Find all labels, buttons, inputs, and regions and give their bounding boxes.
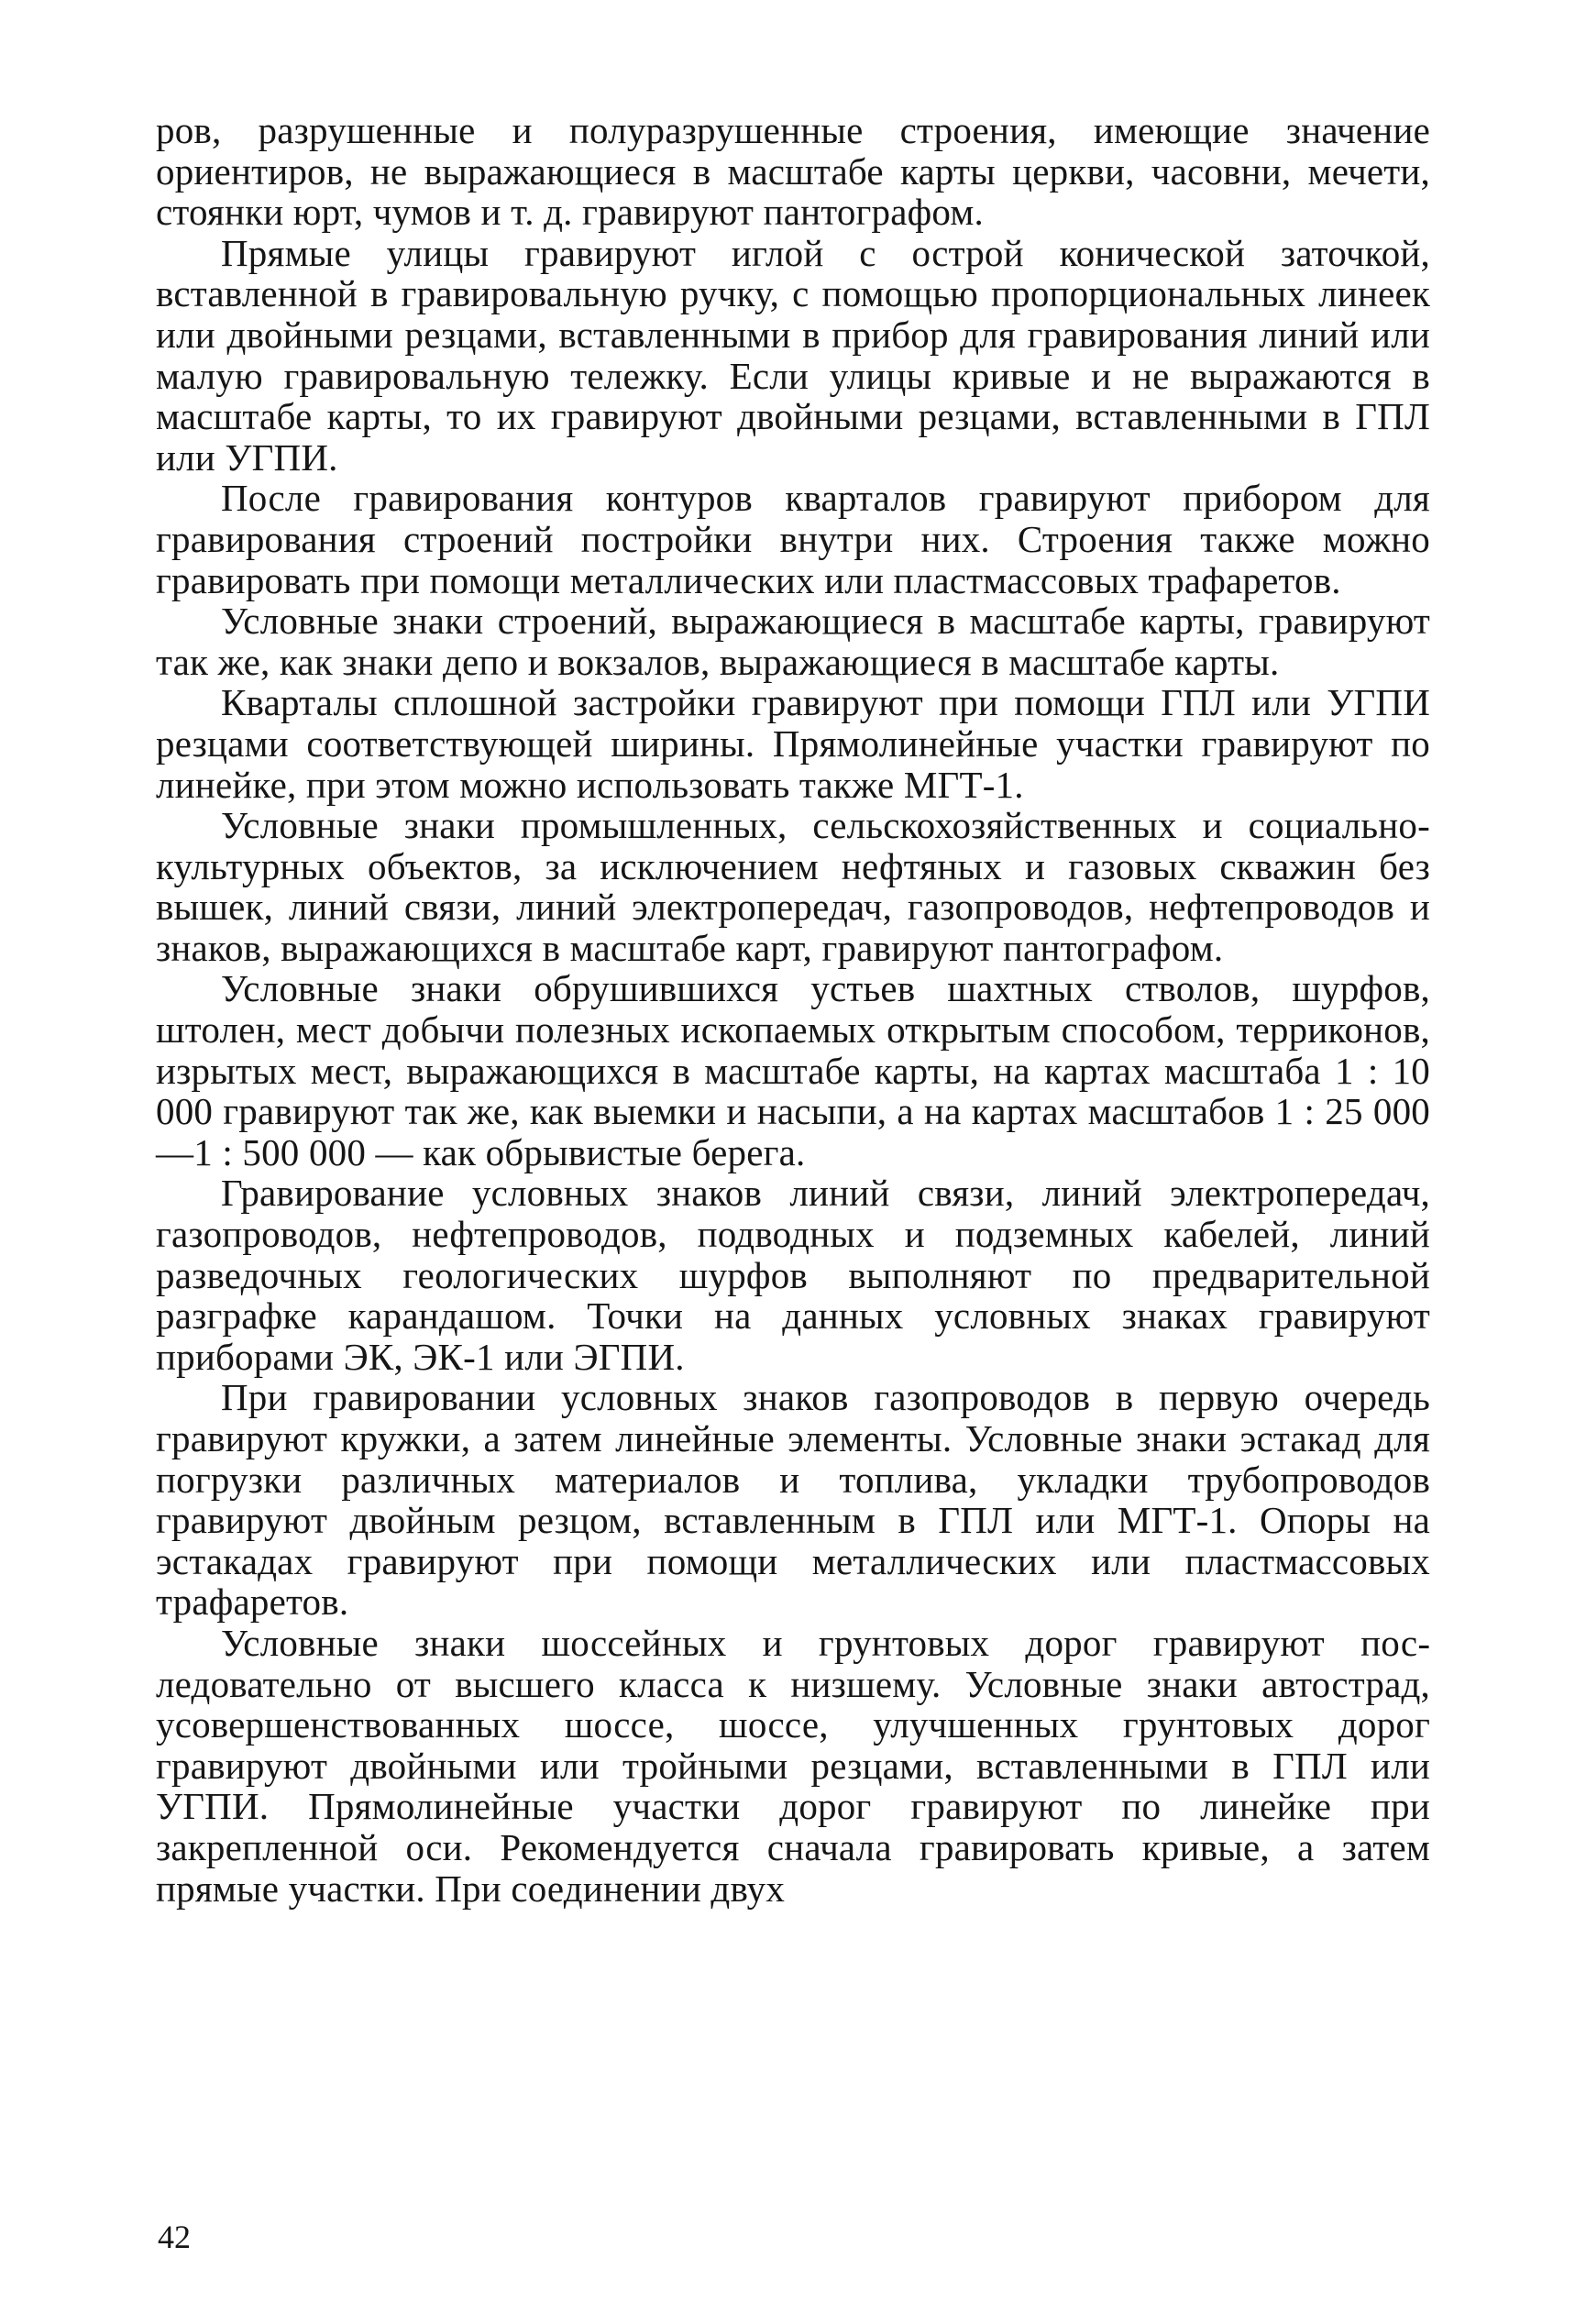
paragraph-5: Кварталы сплошной застройки гравируют при помощи ГПЛ или УГПИ резцами соответствующей ширины. Прямолинейные участки гравируют по линейке, при этом можно использовать также МГТ-1.: [156, 681, 1430, 806]
paragraph-10: Условные знаки шоссейных и грунтовых дорог гравируют последовательно от высшего класса к низшему. Условные знаки автострад, усовершенствованных шоссе, шоссе, улучшенных грунтовых дорог гравируют двойными или тройными резцами, вставленными в ГПЛ или УГПИ. Прямолинейные участки дорог гравируют по линейке при закрепленной оси. Рекомендуется сначала гравировать кривые, а затем прямые участки. При соединении двух: [156, 1621, 1430, 1910]
paragraph-4: Условные знаки строений, выражающиеся в масштабе карты, гравируют так же, как знаки депо и вокзалов, выражающиеся в масштабе карты.: [156, 600, 1430, 683]
page-number: 42: [158, 2219, 191, 2255]
paragraph-1: ров, разрушенные и полуразрушенные строения, имеющие значение ориентиров, не выражающиеся в масштабе карты церкви, часовни, мечети, стоянки юрт, чумов и т. д. гравируют пантографом.: [156, 109, 1430, 234]
paragraph-2: Прямые улицы гравируют иглой с острой конической заточкой, вставленной в гравировальную ручку, с помощью пропорциональных линеек или двойными резцами, вставленными в прибор для гравирования линий или малую гравировальную тележку. Если улицы кривые и не выражаются в масштабе карты, то их гравируют двойными резцами, вставленными в ГПЛ или УГПИ.: [156, 231, 1430, 479]
paragraph-3: После гравирования контуров кварталов гравируют прибором для гравирования строений постройки внутри них. Строения также можно гравировать при помощи металлических или пластмассовых трафаретов.: [156, 477, 1430, 601]
paragraph-8: Гравирование условных знаков линий связи, линий электропередач, газопроводов, нефтепроводов, подводных и подземных кабелей, линий разведочных геологических шурфов выполняют по предварительной разграфке карандашом. Точки на данных условных знаках гравируют приборами ЭК, ЭК-1 или ЭГПИ.: [156, 1172, 1430, 1378]
paragraph-9: При гравировании условных знаков газопроводов в первую очередь гравируют кружки, а затем линейные элементы. Условные знаки эстакад для погрузки различных материалов и топлива, укладки трубопроводов гравируют двойным резцом, вставленным в ГПЛ или МГТ-1. Опоры на эстакадах гравируют при помощи металлических или пластмассовых трафаретов.: [156, 1376, 1430, 1624]
paragraph-6: Условные знаки промышленных, сельскохозяйственных и социально-культурных объектов, за исключением нефтяных и газовых скважин без вышек, линий связи, линий электропередач, газопроводов, нефтепроводов и знаков, выражающихся в масштабе карт, гравируют пантографом.: [156, 804, 1430, 969]
paragraph-7: Условные знаки обрушившихся устьев шахтных стволов, шурфов, штолен, мест добычи полезных ископаемых открытым способом, терриконов, изрытых мест, выражающихся в масштабе карты, на картах масштаба 1 : 10 000 гравируют так же, как выемки и насыпи, а на картах масштабов 1 : 25 000—1 : 500 000 — как обрывистые берега.: [156, 967, 1430, 1173]
body-text: [156, 110, 1430, 1909]
